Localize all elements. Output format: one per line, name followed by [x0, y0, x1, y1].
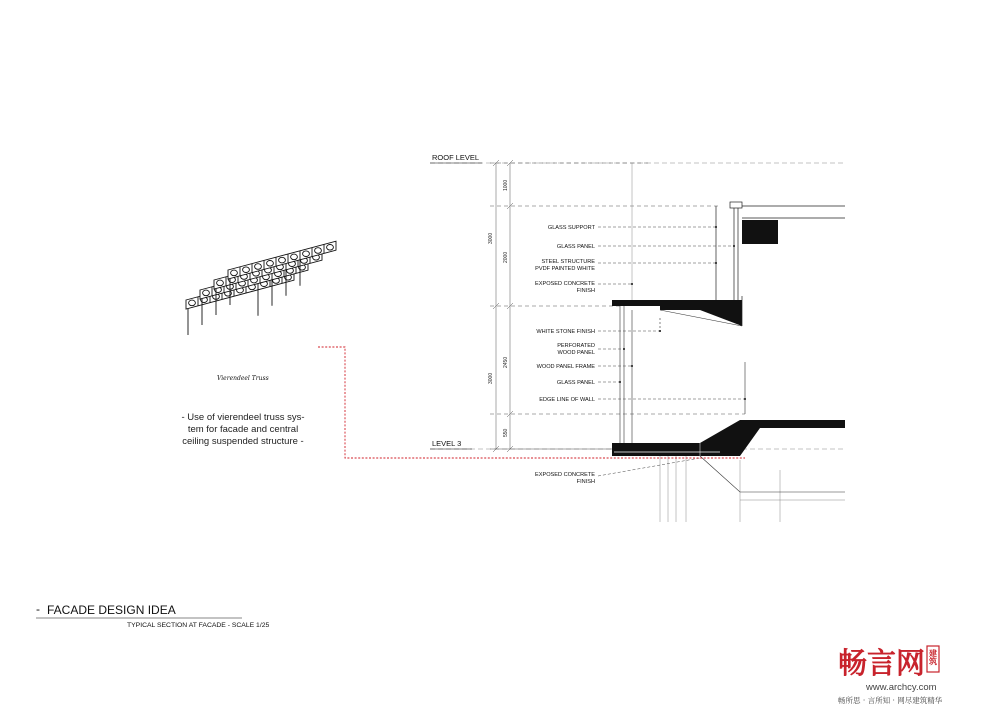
level3-label: LEVEL 3	[432, 439, 462, 448]
watermark-logo: 畅言网	[838, 646, 926, 680]
roof-level-label: ROOF LEVEL	[432, 153, 480, 162]
label-white-stone: WHITE STONE FINISH	[536, 329, 595, 335]
dim-upper-total: 3000	[488, 232, 494, 244]
watermark-url: www.archcy.com	[866, 682, 937, 693]
label-steel-structure: STEEL STRUCTURE	[541, 259, 595, 265]
truss-note-line-1: - Use of vierendeel truss sys-	[181, 412, 305, 423]
dim-upper-top: 1000	[503, 179, 509, 191]
dim-lower-bottom: 550	[503, 428, 509, 437]
sheet-title: FACADE DESIGN IDEA	[47, 603, 176, 617]
red-annotation-leader	[318, 347, 745, 458]
title-block	[36, 602, 269, 629]
lower-slab-outline	[700, 456, 845, 492]
label-exposed-concrete-top-finish: FINISH	[576, 288, 595, 294]
upper-facade	[716, 202, 845, 300]
wood-panel-zone	[620, 306, 745, 446]
watermark-slogan: 畅所思 · 言所知 · 网尽建筑精华	[838, 696, 943, 705]
label-glass-panel-lower: GLASS PANEL	[556, 380, 595, 386]
truss-note-line-2: tem for facade and central	[187, 424, 299, 435]
sheet-subtitle: TYPICAL SECTION AT FACADE - SCALE 1/25	[127, 622, 270, 629]
vierendeel-truss-sketch	[186, 241, 336, 335]
dim-lower-total: 3000	[488, 372, 494, 384]
label-perforated-wood: WOOD PANEL	[557, 350, 595, 356]
title-bullet: -	[36, 602, 40, 616]
watermark-badge-text: 建筑	[928, 649, 938, 665]
label-glass-panel-upper: GLASS PANEL	[556, 244, 595, 250]
label-perforated: PERFORATED	[557, 343, 595, 349]
lower-concrete-slab	[612, 420, 845, 456]
label-steel-structure-finish: PVDF PAINTED WHITE	[535, 266, 595, 272]
truss-note-line-3: ceiling suspended structure -	[182, 436, 304, 447]
facade-section-drawing	[430, 153, 845, 522]
reference-lines	[632, 163, 845, 522]
label-exposed-concrete-bottom-finish: FINISH	[576, 479, 595, 485]
watermark	[838, 646, 943, 705]
label-exposed-concrete-bottom: EXPOSED CONCRETE	[535, 472, 595, 478]
dim-upper-mid: 2000	[503, 251, 509, 263]
label-exposed-concrete-top: EXPOSED CONCRETE	[535, 281, 595, 287]
dim-lower-mid: 2450	[503, 356, 509, 368]
truss-caption: Vierendeel Truss	[217, 375, 269, 382]
roof-steel-beam	[742, 220, 778, 244]
label-glass-support: GLASS SUPPORT	[547, 225, 595, 231]
label-edge-line: EDGE LINE OF WALL	[539, 397, 595, 403]
label-wood-frame: WOOD PANEL FRAME	[536, 364, 595, 370]
